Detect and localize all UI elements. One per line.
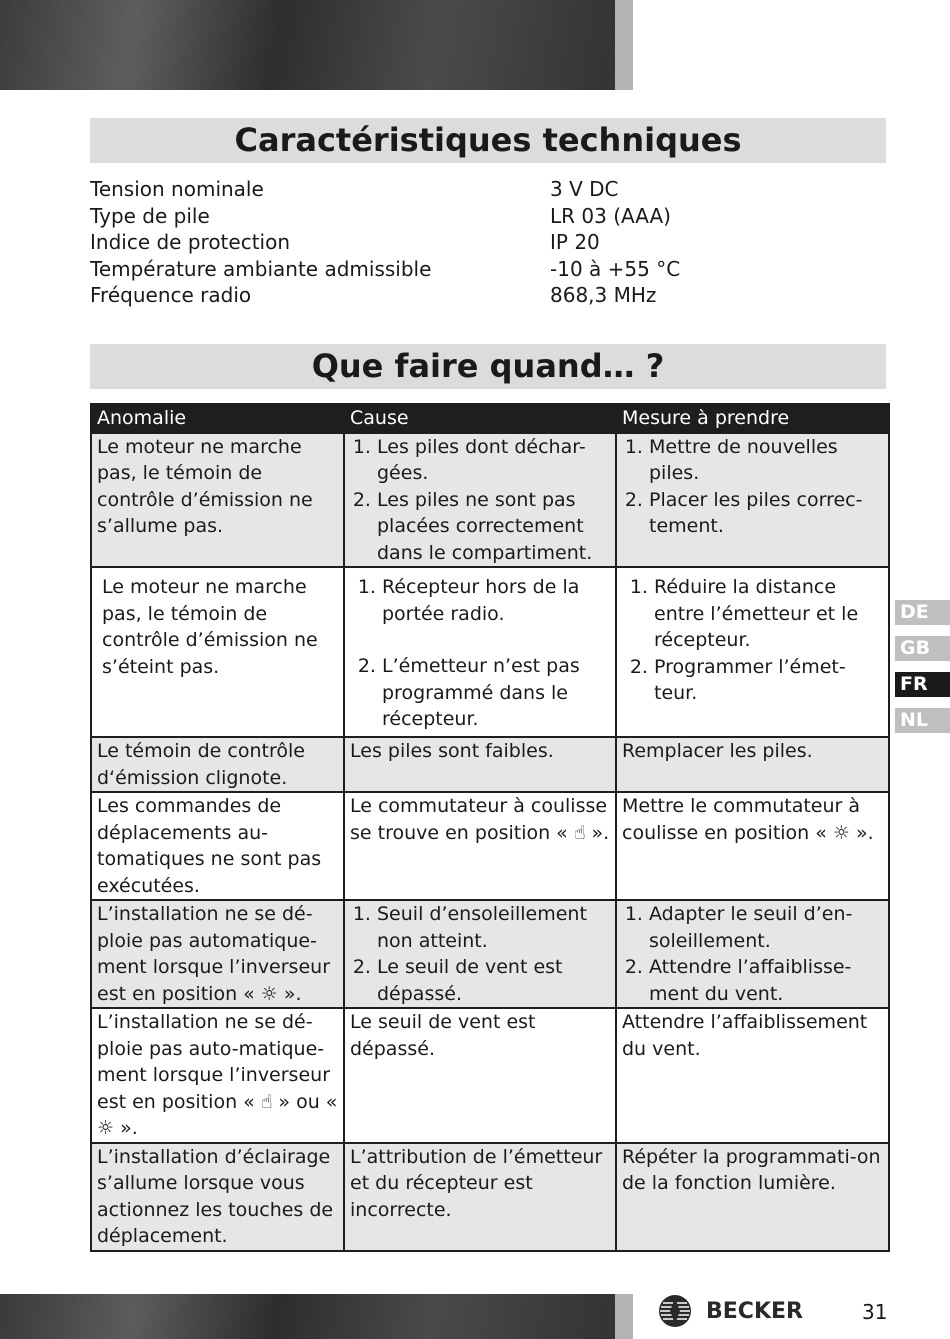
anomaly-cell: Le moteur ne marche pas, le témoin de contrôle d’émission ne s’allume pas. — [91, 433, 344, 568]
table-row — [91, 737, 889, 792]
cause-item: 2. L’émetteur n’est pas programmé dans le récepteur. — [382, 653, 605, 733]
column-header-cause: Cause — [344, 404, 616, 433]
language-tab-nl[interactable]: NL — [895, 708, 950, 733]
cause-item: 2. Le seuil de vent est dépassé. — [377, 954, 610, 1007]
troubleshooting-table — [90, 403, 890, 1252]
cause-cell: L’attribution de l’émetteur et du récepteur est incorrecte. — [344, 1143, 616, 1251]
action-cell — [616, 900, 889, 1008]
cause-cell — [344, 567, 616, 737]
action-item: 1. Réduire la distance entre l’émetteur et le récepteur. — [654, 574, 878, 654]
anomaly-cell: Le témoin de contrôle d‘émission clignote. — [91, 737, 344, 792]
becker-logo-icon — [658, 1294, 692, 1328]
cause-item: 1. Seuil d’ensoleillement non atteint. — [377, 901, 610, 954]
table-row — [91, 792, 889, 900]
spec-row — [90, 176, 886, 203]
cause-cell: Le seuil de vent est dépassé. — [344, 1008, 616, 1143]
spec-value: -10 à +55 °C — [550, 256, 681, 281]
cause-item: 1. Récepteur hors de la portée radio. — [382, 574, 605, 627]
spec-label: Indice de protection — [90, 230, 291, 254]
spec-row — [90, 203, 886, 230]
page-number: 31 — [862, 1300, 888, 1324]
brand-logo — [658, 1292, 803, 1330]
footer-band — [0, 1294, 615, 1339]
action-cell: Mettre le commutateur à coulisse en position « ☼ ». — [616, 792, 889, 900]
table-row — [91, 900, 889, 1008]
action-item: 2. Attendre l’affaiblisse-ment du vent. — [649, 954, 883, 1007]
cause-cell — [344, 900, 616, 1008]
action-cell: Attendre l’affaiblissement du vent. — [616, 1008, 889, 1143]
action-cell — [616, 433, 889, 568]
table-row — [91, 567, 889, 737]
table-row — [91, 1008, 889, 1143]
anomaly-cell: L’installation d’éclairage s’allume lorsque vous actionnez les touches de déplacement. — [91, 1143, 344, 1251]
spec-row — [90, 282, 886, 309]
action-cell: Remplacer les piles. — [616, 737, 889, 792]
anomaly-cell: Le moteur ne marche pas, le témoin de contrôle d’émission ne s’éteint pas. — [91, 567, 344, 737]
spec-label: Température ambiante admissible — [90, 256, 432, 281]
specs-list — [90, 176, 886, 309]
action-item: 2. Programmer l’émet-teur. — [654, 654, 878, 707]
table-header-row — [91, 404, 889, 433]
header-band — [0, 0, 615, 90]
action-cell — [616, 567, 889, 737]
cause-item: 1. Les piles dont déchar-gées. — [377, 434, 610, 487]
spec-value: 868,3 MHz — [550, 283, 657, 307]
language-tab-de[interactable]: DE — [895, 600, 950, 625]
cause-cell: Les piles sont faibles. — [344, 737, 616, 792]
specs-title: Caractéristiques techniques — [90, 118, 886, 163]
cause-cell: Le commutateur à coulisse se trouve en position « ☝ ». — [344, 792, 616, 900]
action-cell: Répéter la programmati-on de la fonction lumière. — [616, 1143, 889, 1251]
footer-strip — [615, 1294, 633, 1339]
anomaly-cell: L’installation ne se dé-ploie pas auto-matique-ment lorsque l’inverseur est en position « ☝ » ou « ☼ ». — [91, 1008, 344, 1143]
language-tabs — [895, 600, 950, 744]
table-row — [91, 1143, 889, 1251]
cause-cell — [344, 433, 616, 568]
anomaly-cell: Les commandes de déplacements au-tomatiques ne sont pas exécutées. — [91, 792, 344, 900]
language-tab-fr[interactable]: FR — [895, 672, 950, 697]
spec-label: Type de pile — [90, 203, 210, 228]
anomaly-cell: L’installation ne se dé-ploie pas automatique-ment lorsque l’inverseur est en position « ☼ ». — [91, 900, 344, 1008]
brand-name: BECKER — [706, 1298, 803, 1324]
spec-value: IP 20 — [550, 230, 600, 254]
spec-label: Fréquence radio — [90, 283, 252, 307]
cause-item: 2. Les piles ne sont pas placées correctement dans le compartiment. — [377, 487, 610, 567]
spec-value: LR 03 (AAA) — [550, 203, 671, 228]
action-item: 2. Placer les piles correc-tement. — [649, 487, 883, 540]
table-row — [91, 433, 889, 568]
spec-label: Tension nominale — [90, 177, 264, 201]
faq-title: Que faire quand… ? — [90, 344, 886, 389]
action-item: 1. Adapter le seuil d’en-soleillement. — [649, 901, 883, 954]
spec-row — [90, 229, 886, 256]
action-item: 1. Mettre de nouvelles piles. — [649, 434, 883, 487]
language-tab-gb[interactable]: GB — [895, 636, 950, 661]
spec-value: 3 V DC — [550, 177, 619, 201]
column-header-anomaly: Anomalie — [91, 404, 344, 433]
column-header-action: Mesure à prendre — [616, 404, 889, 433]
spec-row — [90, 256, 886, 283]
header-strip — [615, 0, 633, 90]
